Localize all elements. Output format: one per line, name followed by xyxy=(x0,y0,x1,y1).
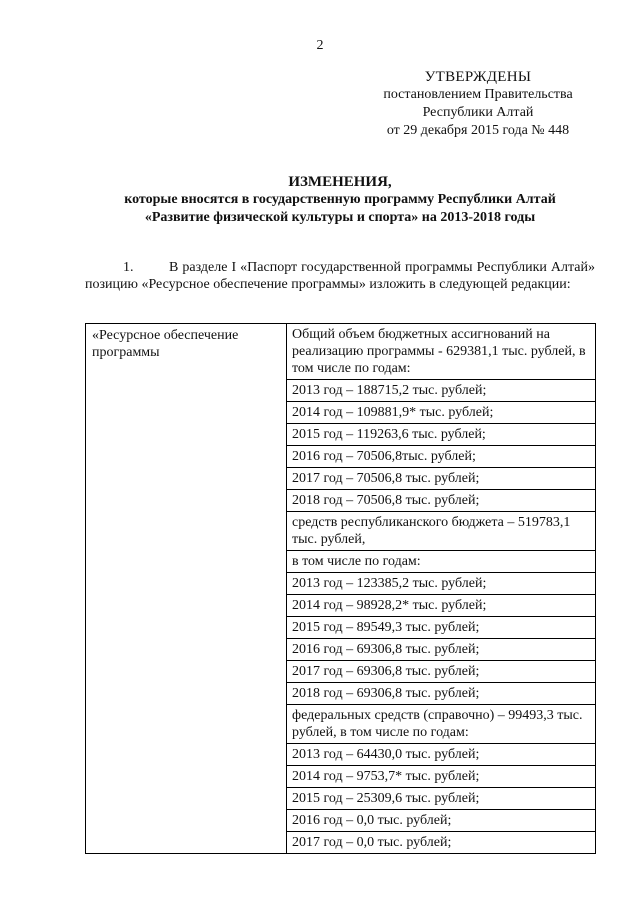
approval-line: Республики Алтай xyxy=(422,105,534,120)
approval-line: от 29 декабря 2015 года № 448 xyxy=(386,123,570,138)
table-line: средств республиканского бюджета – 519783,1 тыс. рублей, xyxy=(287,512,595,551)
table-line: 2016 год – 70506,8тыс. рублей; xyxy=(287,446,595,468)
table-line: 2014 год – 9753,7* тыс. рублей; xyxy=(287,766,595,788)
table-line: 2018 год – 69306,8 тыс. рублей; xyxy=(287,683,595,705)
table-line: 2017 год – 69306,8 тыс. рублей; xyxy=(287,661,595,683)
table-line: 2016 год – 0,0 тыс. рублей; xyxy=(287,810,595,832)
approval-block xyxy=(360,68,596,140)
table-line: 2014 год – 98928,2* тыс. рублей; xyxy=(287,595,595,617)
table-line: 2013 год – 123385,2 тыс. рублей; xyxy=(287,573,595,595)
title-line: «Развитие физической культуры и спорта» на 2013-2018 годы xyxy=(144,210,536,225)
table-row xyxy=(86,324,596,854)
table-left-label: «Ресурсное обеспечение программы xyxy=(86,324,287,854)
item-number: 1. xyxy=(123,260,134,275)
approval-line: постановлением Правительства xyxy=(383,87,573,102)
table-line: 2017 год – 0,0 тыс. рублей; xyxy=(292,835,452,850)
table-line: 2015 год – 119263,6 тыс. рублей; xyxy=(287,424,595,446)
table-line: 2015 год – 25309,6 тыс. рублей; xyxy=(287,788,595,810)
table-line: 2013 год – 188715,2 тыс. рублей; xyxy=(287,380,595,402)
intro-text: В разделе I «Паспорт государственной программы Республики Алтай» позицию «Ресурсное обеспечение программы» изложить в следующей редакции: xyxy=(85,260,595,292)
resource-table xyxy=(85,323,596,854)
title-line: которые вносятся в государственную программу Республики Алтай xyxy=(124,192,556,207)
table-line: в том числе по годам: xyxy=(287,551,595,573)
table-line: 2014 год – 109881,9* тыс. рублей; xyxy=(287,402,595,424)
table-line: 2018 год – 70506,8 тыс. рублей; xyxy=(287,490,595,512)
table-line: федеральных средств (справочно) – 99493,3 тыс. рублей, в том числе по годам: xyxy=(287,705,595,744)
intro-paragraph xyxy=(85,259,595,293)
table-line: 2013 год – 64430,0 тыс. рублей; xyxy=(287,744,595,766)
table-line: 2017 год – 70506,8 тыс. рублей; xyxy=(287,468,595,490)
document-title xyxy=(70,173,610,227)
table-line: 2015 год – 89549,3 тыс. рублей; xyxy=(287,617,595,639)
approval-heading: УТВЕРЖДЕНЫ xyxy=(424,69,532,85)
table-line: 2016 год – 69306,8 тыс. рублей; xyxy=(287,639,595,661)
table-right-cell xyxy=(287,324,596,854)
page-number: 2 xyxy=(316,38,324,53)
title-main: ИЗМЕНЕНИЯ, xyxy=(288,174,392,190)
table-line: Общий объем бюджетных ассигнований на реализацию программы - 629381,1 тыс. рублей, в том числе по годам: xyxy=(287,324,595,380)
